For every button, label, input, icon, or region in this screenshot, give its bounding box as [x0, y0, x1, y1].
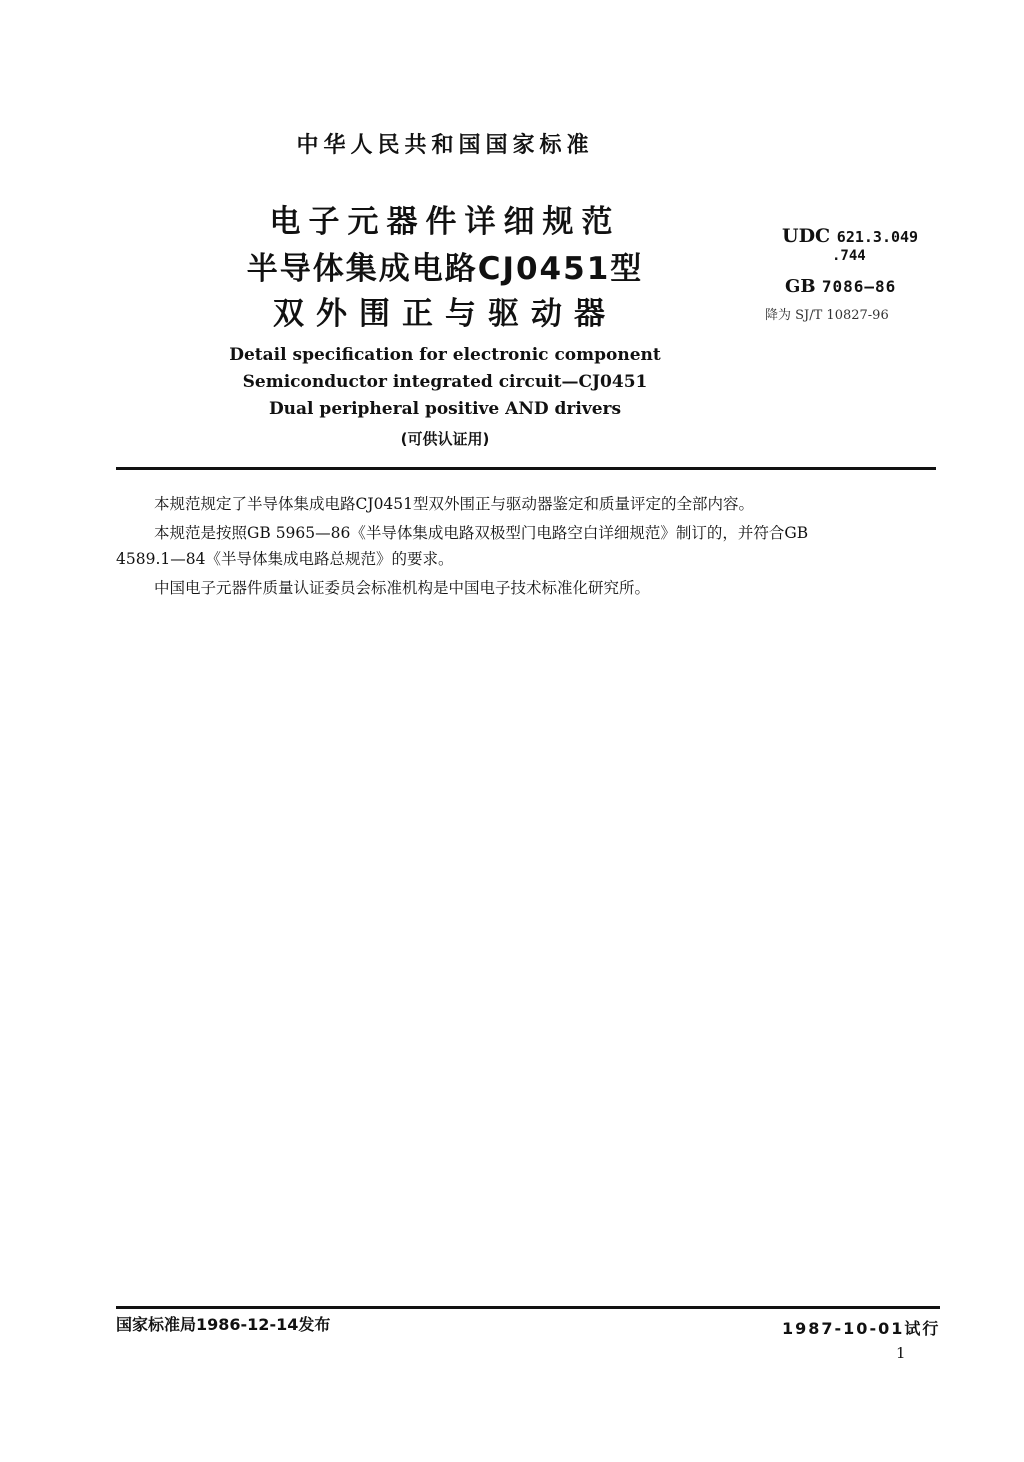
udc-label: UDC — [782, 225, 831, 247]
body-paragraph-basis-line2: 4589.1—84《半导体集成电路总规范》的要求。 — [116, 550, 454, 568]
gb-code — [785, 276, 896, 297]
page-number: 1 — [896, 1344, 906, 1362]
certification-note: (可供认证用) — [400, 430, 490, 448]
header-divider — [116, 467, 936, 470]
gb-number: 7086—86 — [821, 277, 897, 296]
title-en-line2: Semiconductor integrated circuit—CJ0451 — [242, 372, 648, 392]
title-cn-line3: 双外围正与驱动器 — [273, 296, 617, 332]
national-standard-heading: 中华人民共和国国家标准 — [296, 133, 594, 158]
udc-code — [782, 225, 918, 247]
replaced-by-note: 降为 SJ/T 10827-96 — [765, 308, 889, 323]
body-paragraph-scope: 本规范规定了半导体集成电路CJ0451型双外围正与驱动器鉴定和质量评定的全部内容。 — [154, 495, 755, 513]
udc-number: 621.3.049 — [836, 228, 919, 246]
footer-divider — [116, 1306, 940, 1309]
title-cn-line1: 电子元器件详细规范 — [269, 204, 621, 240]
udc-number-cont: .744 — [832, 248, 866, 264]
gb-label: GB — [785, 276, 816, 297]
title-en-line3: Dual peripheral positive AND drivers — [268, 399, 622, 419]
issued-date: 国家标准局1986-12-14发布 — [116, 1315, 331, 1334]
title-en-line1: Detail specification for electronic component — [229, 345, 661, 365]
title-cn-line2: 半导体集成电路CJ0451型 — [246, 251, 644, 287]
body-paragraph-basis-line1: 本规范是按照GB 5965—86《半导体集成电路双极型门电路空白详细规范》制订的，并符合GB — [154, 524, 809, 542]
body-paragraph-authority: 中国电子元器件质量认证委员会标准机构是中国电子技术标准化研究所。 — [154, 579, 651, 597]
effective-date: 1987-10-01试行 — [782, 1319, 941, 1338]
